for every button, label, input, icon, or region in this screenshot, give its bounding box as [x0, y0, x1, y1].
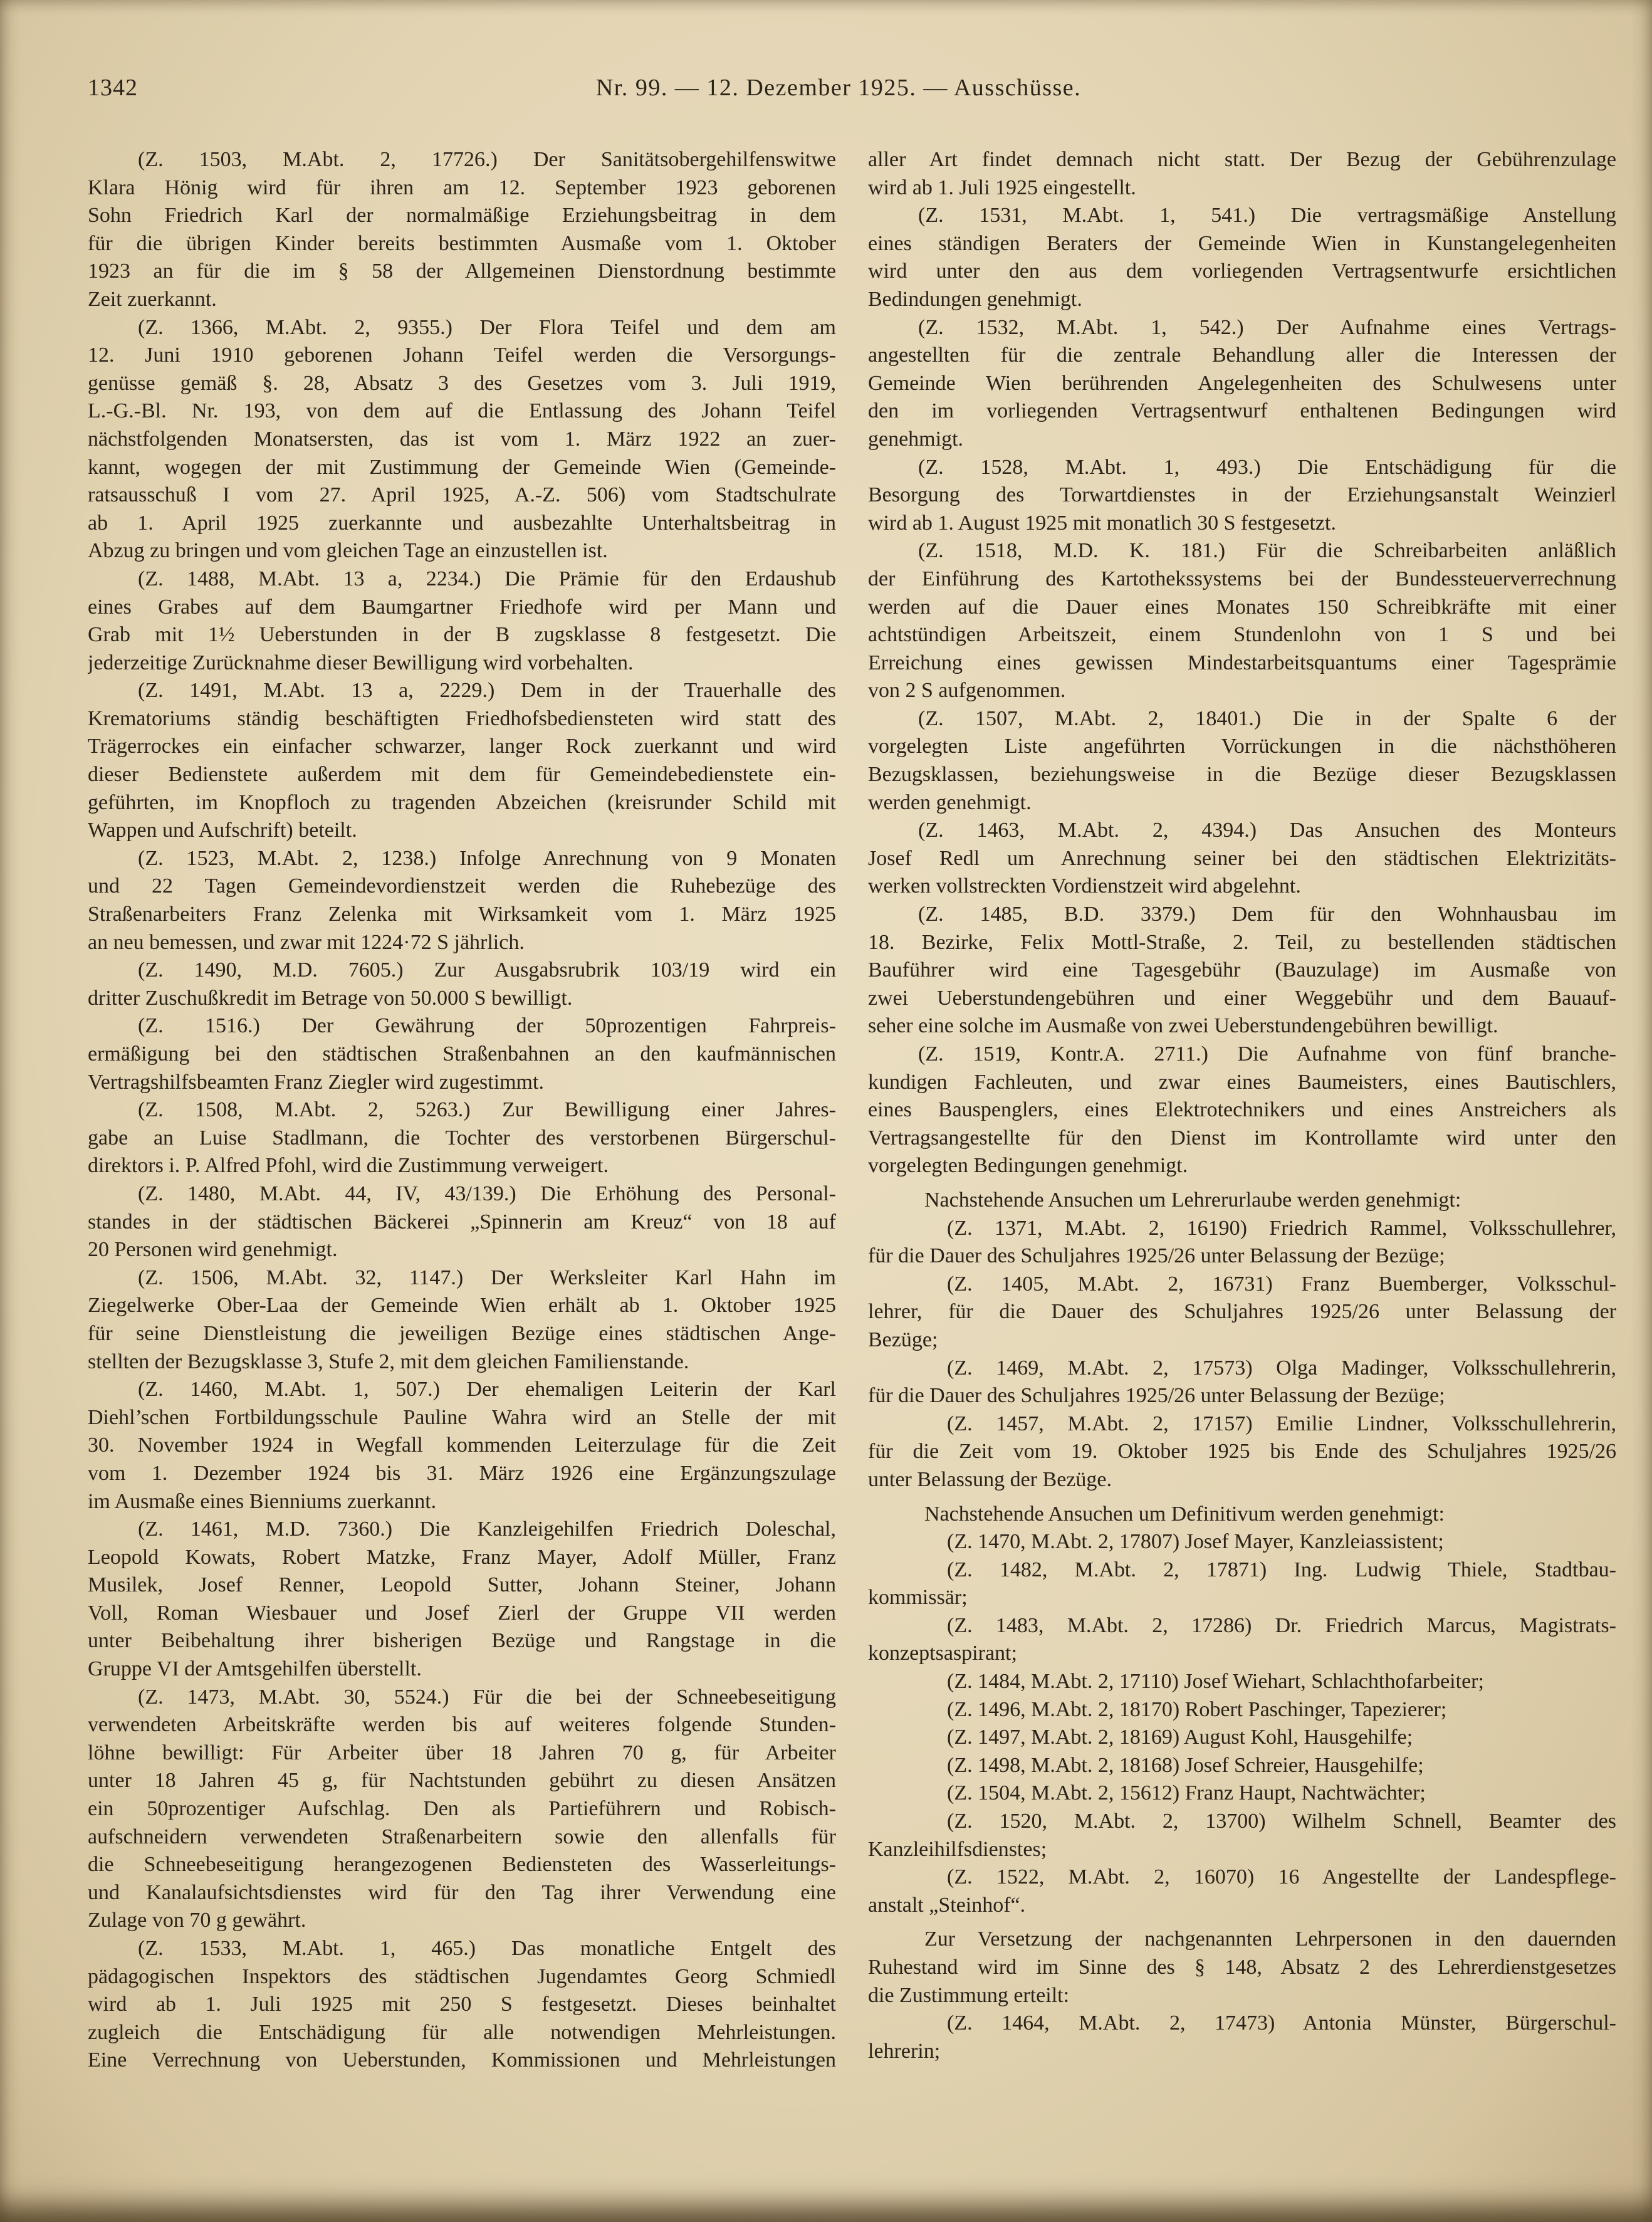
text-line: ratsausschuß I vom 27. April 1925, A.-Z. 506) vom Stadtschulrate [88, 483, 836, 507]
text-line: genüsse gemäß §. 28, Absatz 3 des Gesetzes vom 3. Juli 1919, [88, 371, 836, 395]
resolution-entry [868, 202, 1616, 313]
right-column [868, 146, 1616, 2065]
text-line: (Z. 1498, M.Abt. 2, 18168) Josef Schreier, Hausgehilfe; [947, 1753, 1424, 1777]
text-line: (Z. 1491, M.Abt. 13 a, 2229.) Dem in der Trauerhalle des [138, 679, 836, 703]
text-line: Erreichung eines gewissen Mindestarbeitsquantums einer Tagesprämie [868, 651, 1616, 674]
text-line: nächstfolgenden Monatsersten, das ist vom 1. März 1922 an zuer- [88, 427, 836, 451]
text-line: (Z. 1463, M.Abt. 2, 4394.) Das Ansuchen des Monteurs [918, 819, 1616, 842]
list-entry [868, 1410, 1616, 1494]
text-line: (Z. 1496, M.Abt. 2, 18170) Robert Paschinger, Tapezierer; [947, 1697, 1447, 1721]
text-line: Nachstehende Ansuchen um Lehrerurlaube werden genehmigt: [924, 1188, 1461, 1212]
list-entry [868, 1355, 1616, 1410]
text-line: der Einführung des Kartothekssystems bei der Bundessteuerverrechnung [868, 567, 1616, 590]
left-column [88, 146, 836, 2075]
text-line: Bedindungen genehmigt. [868, 287, 1082, 311]
resolution-entry [868, 314, 1616, 454]
list-entry [868, 1271, 1616, 1355]
text-line: die Zustimmung erteilt: [868, 1983, 1070, 2007]
list-entry [868, 1528, 1616, 1556]
text-line: Krematoriums ständig beschäftigten Friedhofsbediensteten wird statt des [88, 706, 836, 730]
text-line: (Z. 1497, M.Abt. 2, 18169) August Kohl, Hausgehilfe; [947, 1726, 1413, 1749]
resolution-entry [868, 817, 1616, 901]
text-line: (Z. 1503, M.Abt. 2, 17726.) Der Sanitätsobergehilfenswitwe [138, 148, 836, 171]
text-line: Wappen und Aufschrift) beteilt. [88, 819, 357, 842]
text-line: (Z. 1533, M.Abt. 1, 465.) Das monatliche Entgelt des [138, 1937, 836, 1960]
text-line: 30. November 1924 in Wegfall kommenden Leiterzulage für die Zeit [88, 1433, 836, 1457]
text-line: Abzug zu bringen und vom gleichen Tage an einzustellen ist. [88, 539, 608, 563]
text-line: (Z. 1461, M.D. 7360.) Die Kanzleigehilfen Friedrich Doleschal, [138, 1517, 836, 1541]
text-line: unter 18 Jahren 45 g, für Nachtstunden gebührt zu diesen Ansätzen [88, 1769, 836, 1793]
text-line: (Z. 1482, M.Abt. 2, 17871) Ing. Ludwig Thiele, Stadtbau- [947, 1558, 1616, 1581]
text-line: (Z. 1504, M.Abt. 2, 15612) Franz Haupt, Nachtwächter; [947, 1781, 1426, 1805]
text-line: (Z. 1485, B.D. 3379.) Dem für den Wohnhausbau im [918, 903, 1616, 926]
text-line: den im vorliegenden Vertragsentwurf enthaltenen Bedingungen wird [868, 399, 1616, 423]
text-line: kannt, wogegen der mit Zustimmung der Gemeinde Wien (Gemeinde- [88, 455, 836, 479]
text-line: (Z. 1371, M.Abt. 2, 16190) Friedrich Rammel, Volksschullehrer, [947, 1216, 1616, 1240]
text-line: (Z. 1480, M.Abt. 44, IV, 43/139.) Die Erhöhung des Personal- [138, 1182, 836, 1205]
text-line: vom 1. Dezember 1924 bis 31. März 1926 eine Ergänzungszulage [88, 1461, 836, 1485]
text-line: (Z. 1457, M.Abt. 2, 17157) Emilie Lindner, Volksschullehrerin, [947, 1412, 1616, 1435]
text-line: standes in der städtischen Bäckerei „Spinnerin am Kreuz“ von 18 auf [88, 1210, 836, 1234]
text-line: Vertragshilfsbeamten Franz Ziegler wird zugestimmt. [88, 1070, 544, 1094]
text-line: löhne bewilligt: Für Arbeiter über 18 Jahren 70 g, für Arbeiter [88, 1741, 836, 1764]
list-entry [868, 1556, 1616, 1612]
text-line: vorgelegten Liste angeführten Vorrückungen in die nächsthöheren [868, 735, 1616, 758]
text-line: Bauführer wird eine Tagesgebühr (Bauzulage) im Ausmaße von [868, 958, 1616, 982]
text-line: für die Dauer des Schuljahres 1925/26 unter Belassung der Bezüge; [868, 1384, 1445, 1408]
text-line: Straßenarbeiters Franz Zelenka mit Wirksamkeit vom 1. März 1925 [88, 903, 836, 926]
resolution-entry [868, 1040, 1616, 1180]
text-line: direktors i. P. Alfred Pfohl, wird die Zustimmung verweigert. [88, 1154, 609, 1178]
resolution-entry [88, 1935, 836, 2075]
resolution-entry [88, 1264, 836, 1376]
text-line: achtstündigen Arbeitszeit, einem Stundenlohn von 1 S und bei [868, 623, 1616, 647]
text-line: (Z. 1507, M.Abt. 2, 18401.) Die in der Spalte 6 der [918, 706, 1616, 730]
text-line: L.-G.-Bl. Nr. 193, von dem auf die Entlassung des Johann Teifel [88, 399, 836, 423]
text-line: Klara Hönig wird für ihren am 12. September 1923 geborenen [88, 176, 836, 199]
list-entry [868, 2010, 1616, 2065]
text-line: Besorgung des Torwartdienstes in der Erziehungsanstalt Weinzierl [868, 483, 1616, 507]
list-entry [868, 1808, 1616, 1863]
text-line: (Z. 1531, M.Abt. 1, 541.) Die vertragsmäßige Anstellung [918, 204, 1616, 228]
text-line: Leopold Kowats, Robert Matzke, Franz Mayer, Adolf Müller, Franz [88, 1545, 836, 1569]
text-line: Grab mit 1½ Ueberstunden in der B zugsklasse 8 festgesetzt. Die [88, 623, 836, 647]
text-line: Bezugsklassen, beziehungsweise in die Bezüge dieser Bezugsklassen [868, 763, 1616, 787]
text-line: anstalt „Steinhof“. [868, 1893, 1026, 1917]
text-line: (Z. 1528, M.Abt. 1, 493.) Die Entschädigung für die [918, 455, 1616, 479]
running-title: Nr. 99. — 12. Dezember 1925. — Ausschüsse. [595, 75, 1082, 101]
text-line: 20 Personen wird genehmigt. [88, 1238, 338, 1262]
text-line: eines Bauspenglers, eines Elektrotechnikers und eines Anstreichers als [868, 1098, 1616, 1122]
text-line: stellten der Bezugsklasse 3, Stufe 2, mit dem gleichen Familienstande. [88, 1349, 689, 1373]
resolution-entry [88, 314, 836, 565]
text-line: Zulage von 70 g gewährt. [88, 1909, 306, 1932]
text-line: (Z. 1366, M.Abt. 2, 9355.) Der Flora Teifel und dem am [138, 315, 836, 339]
text-line: Eine Verrechnung von Ueberstunden, Kommissionen und Mehrleistungen [88, 2048, 836, 2072]
section-intro [868, 1501, 1616, 1529]
resolution-entry [868, 705, 1616, 817]
text-line: unter Belassung der Bezüge. [868, 1467, 1112, 1491]
resolution-entry [868, 901, 1616, 1040]
text-line: Josef Redl um Anrechnung seiner bei den städtischen Elektrizitäts- [868, 846, 1616, 870]
text-line: (Z. 1518, M.D. K. 181.) Für die Schreibarbeiten anläßlich [918, 539, 1616, 563]
resolution-entry [868, 537, 1616, 705]
text-line: Bezüge; [868, 1328, 938, 1351]
resolution-entry [88, 1180, 836, 1264]
resolution-entry [88, 146, 836, 314]
text-line: konzeptsaspirant; [868, 1642, 1017, 1665]
text-line: eines ständigen Beraters der Gemeinde Wien in Kunstangelegenheiten [868, 231, 1616, 255]
text-line: (Z. 1520, M.Abt. 2, 13700) Wilhelm Schnell, Beamter des [947, 1810, 1616, 1833]
resolution-entry [868, 454, 1616, 538]
text-line: Kanzleihilfsdienstes; [868, 1837, 1047, 1861]
text-line: ein 50prozentiger Aufschlag. Den als Partieführern und Robisch- [88, 1797, 836, 1821]
text-line: werken vollstreckten Vordienstzeit wird abgelehnt. [868, 874, 1301, 898]
text-line: geführten, im Knopfloch zu tragenden Abzeichen (kreisrunder Schild mit [88, 790, 836, 814]
text-line: unter Beibehaltung ihrer bisherigen Bezüge und Rangstage in die [88, 1629, 836, 1653]
text-line: zugleich die Entschädigung für alle notwendigen Mehrleistungen. [88, 2020, 836, 2044]
text-line: pädagogischen Inspektors des städtischen Jugendamtes Georg Schmiedl [88, 1964, 836, 1988]
text-line: dieser Bedienstete außerdem mit dem für Gemeindebedienstete ein- [88, 763, 836, 787]
text-line: Musilek, Josef Renner, Leopold Sutter, Johann Steiner, Johann [88, 1573, 836, 1597]
list-entry [868, 1668, 1616, 1696]
text-line: für die Zeit vom 19. Oktober 1925 bis Ende des Schuljahres 1925/26 [868, 1440, 1616, 1464]
list-entry [868, 1724, 1616, 1752]
text-line: Ziegelwerke Ober-Laa der Gemeinde Wien erhält ab 1. Oktober 1925 [88, 1294, 836, 1318]
text-line: (Z. 1464, M.Abt. 2, 17473) Antonia Münster, Bürgerschul- [947, 2011, 1616, 2035]
text-line: im Ausmaße eines Bienniums zuerkannt. [88, 1489, 437, 1513]
resolution-entry [88, 1012, 836, 1096]
text-line: Vertragsangestellte für den Dienst im Kontrollamte wird unter den [868, 1126, 1616, 1150]
text-line: (Z. 1523, M.Abt. 2, 1238.) Infolge Anrechnung von 9 Monaten [138, 846, 836, 870]
text-line: Ruhestand wird im Sinne des § 148, Absatz 2 des Lehrerdienstgesetzes [868, 1956, 1616, 1979]
text-line: wird ab 1. Juli 1925 eingestellt. [868, 176, 1136, 199]
text-line: lehrerin; [868, 2039, 941, 2063]
text-line: Zur Versetzung der nachgenannten Lehrpersonen in den dauernden [924, 1927, 1616, 1951]
text-line: (Z. 1506, M.Abt. 32, 1147.) Der Werksleiter Karl Hahn im [138, 1266, 836, 1289]
text-line: jederzeitige Zurücknahme dieser Bewilligung wird vorbehalten. [88, 651, 634, 674]
section-intro [868, 1926, 1616, 2010]
text-line: (Z. 1483, M.Abt. 2, 17286) Dr. Friedrich Marcus, Magistrats- [947, 1613, 1616, 1637]
text-line: Gemeinde Wien berührenden Angelegenheiten des Schulwesens unter [868, 371, 1616, 395]
text-line: Sohn Friedrich Karl der normalmäßige Erziehungsbeitrag in dem [88, 204, 836, 228]
text-line: angestellten für die zentrale Behandlung aller die Interessen der [868, 343, 1616, 367]
text-line: für seine Dienstleistung die jeweiligen Bezüge eines städtischen Ange- [88, 1321, 836, 1345]
text-line: von 2 S aufgenommen. [868, 679, 1066, 703]
text-line: gabe an Luise Stadlmann, die Tochter des verstorbenen Bürgerschul- [88, 1126, 836, 1150]
text-line: Voll, Roman Wiesbauer und Josef Zierl der Gruppe VII werden [88, 1601, 836, 1625]
text-line: (Z. 1519, Kontr.A. 2711.) Die Aufnahme von fünf branche- [918, 1042, 1616, 1066]
text-line: (Z. 1405, M.Abt. 2, 16731) Franz Buemberger, Volksschul- [947, 1272, 1616, 1296]
text-line: ermäßigung bei den städtischen Straßenbahnen an den kaufmännischen [88, 1042, 836, 1066]
text-line: aufschneidern verwendeten Straßenarbeitern sowie den allenfalls für [88, 1825, 836, 1848]
text-line: kommissär; [868, 1586, 968, 1610]
continued-paragraph [868, 146, 1616, 202]
text-line: für die Dauer des Schuljahres 1925/26 unter Belassung der Bezüge; [868, 1244, 1445, 1268]
text-line: Trägerrockes ein einfacher schwarzer, langer Rock zuerkannt und wird [88, 735, 836, 758]
text-line: Nachstehende Ansuchen um Definitivum werden genehmigt: [924, 1502, 1445, 1526]
text-line: werden genehmigt. [868, 790, 1032, 814]
text-line: aller Art findet demnach nicht statt. Der Bezug der Gebührenzulage [868, 148, 1616, 171]
text-line: an neu bemessen, und zwar mit 1224·72 S jährlich. [88, 930, 525, 954]
text-line: eines Grabes auf dem Baumgartner Friedhofe wird per Mann und [88, 595, 836, 619]
text-line: Diehl’schen Fortbildungsschule Pauline Wahra wird an Stelle der mit [88, 1405, 836, 1429]
resolution-entry [88, 956, 836, 1012]
section-intro [868, 1187, 1616, 1215]
resolution-entry [88, 845, 836, 956]
text-line: (Z. 1473, M.Abt. 30, 5524.) Für die bei der Schneebeseitigung [138, 1685, 836, 1709]
text-line: wird ab 1. August 1925 mit monatlich 30 S festgesetzt. [868, 511, 1336, 535]
text-line: zwei Ueberstundengebühren und einer Weggebühr und dem Bauauf- [868, 986, 1616, 1010]
text-line: dritter Zuschußkredit im Betrage von 50.000 S bewilligt. [88, 986, 573, 1010]
resolution-entry [88, 1376, 836, 1516]
list-entry [868, 1863, 1616, 1919]
text-line: Zeit zuerkannt. [88, 287, 217, 311]
resolution-entry [88, 1516, 836, 1684]
text-line: für die übrigen Kinder bereits bestimmten Ausmaße vom 1. Oktober [88, 231, 836, 255]
list-entry [868, 1752, 1616, 1780]
list-entry [868, 1612, 1616, 1668]
text-line: Gruppe VI der Amtsgehilfen überstellt. [88, 1657, 422, 1681]
text-line: seher eine solche im Ausmaße von zwei Ueberstundengebühren bewilligt. [868, 1014, 1498, 1038]
text-line: und 22 Tagen Gemeindevordienstzeit werden die Ruhebezüge des [88, 874, 836, 898]
text-line: (Z. 1490, M.D. 7605.) Zur Ausgabsrubrik 103/19 wird ein [138, 958, 836, 982]
resolution-entry [88, 1096, 836, 1180]
text-line: (Z. 1488, M.Abt. 13 a, 2234.) Die Prämie für den Erdaushub [138, 567, 836, 590]
text-line: die Schneebeseitigung herangezogenen Bediensteten des Wasserleitungs- [88, 1853, 836, 1877]
text-line: verwendeten Arbeitskräfte werden bis auf weiteres folgende Stunden- [88, 1713, 836, 1737]
text-line: (Z. 1532, M.Abt. 1, 542.) Der Aufnahme eines Vertrags- [918, 315, 1616, 339]
list-entry [868, 1215, 1616, 1271]
text-line: und Kanalaufsichtsdienstes wird für den Tag ihrer Verwendung eine [88, 1880, 836, 1904]
list-entry [868, 1696, 1616, 1724]
text-line: lehrer, für die Dauer des Schuljahres 1925/26 unter Belassung der [868, 1300, 1616, 1324]
text-line: (Z. 1508, M.Abt. 2, 5263.) Zur Bewilligung einer Jahres- [138, 1098, 836, 1122]
text-line: vorgelegten Bedingungen genehmigt. [868, 1154, 1188, 1178]
text-line: (Z. 1516.) Der Gewährung der 50prozentigen Fahrpreis- [138, 1014, 836, 1038]
text-line: wird ab 1. Juli 1925 mit 250 S festgesetzt. Dieses beinhaltet [88, 1993, 836, 2016]
resolution-entry [88, 1684, 836, 1935]
text-line: werden auf die Dauer eines Monates 150 Schreibkräfte mit einer [868, 595, 1616, 619]
text-line: genehmigt. [868, 427, 964, 451]
text-line: (Z. 1470, M.Abt. 2, 17807) Josef Mayer, Kanzleiassistent; [947, 1530, 1444, 1554]
page-number: 1342 [88, 75, 138, 101]
text-line: (Z. 1469, M.Abt. 2, 17573) Olga Madinger, Volksschullehrerin, [947, 1356, 1616, 1380]
text-line: ab 1. April 1925 zuerkannte und ausbezahlte Unterhaltsbeitrag in [88, 511, 836, 535]
text-line: 1923 an für die im § 58 der Allgemeinen Dienstordnung bestimmte [88, 259, 836, 283]
text-line: 18. Bezirke, Felix Mottl-Straße, 2. Teil, zu bestellenden städtischen [868, 930, 1616, 954]
text-line: (Z. 1522, M.Abt. 2, 16070) 16 Angestellte der Landespflege- [947, 1865, 1616, 1889]
resolution-entry [88, 565, 836, 677]
resolution-entry [88, 677, 836, 845]
text-line: 12. Juni 1910 geborenen Johann Teifel werden die Versorgungs- [88, 343, 836, 367]
text-line: wird unter den aus dem vorliegenden Vertragsentwurfe ersichtlichen [868, 259, 1616, 283]
text-line: (Z. 1460, M.Abt. 1, 507.) Der ehemaligen Leiterin der Karl [138, 1378, 836, 1402]
list-entry [868, 1779, 1616, 1808]
text-line: kundigen Fachleuten, und zwar eines Baumeisters, eines Bautischlers, [868, 1070, 1616, 1094]
text-line: (Z. 1484, M.Abt. 2, 17110) Josef Wiehart, Schlachthofarbeiter; [947, 1670, 1484, 1694]
